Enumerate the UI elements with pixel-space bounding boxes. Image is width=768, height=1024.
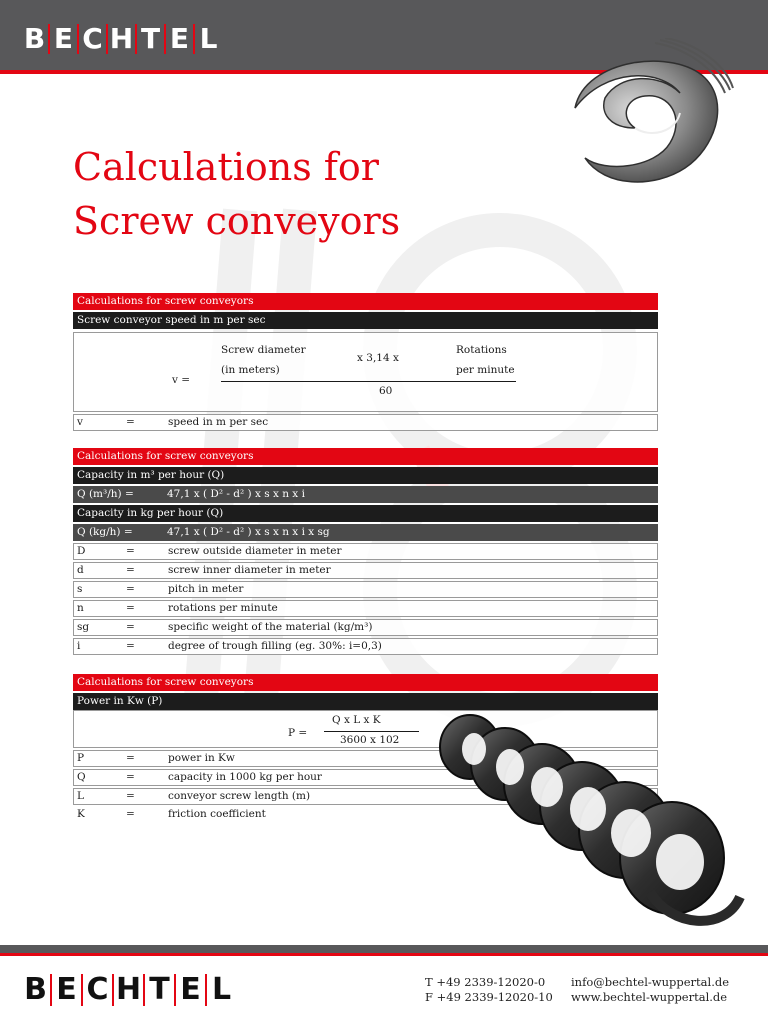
- formula-denominator: 60: [379, 385, 393, 397]
- capacity-kg-formula: [73, 524, 658, 541]
- legend-description: capacity in 1000 kg per hour: [168, 771, 322, 783]
- fraction-line: [324, 731, 419, 732]
- legend-row: [73, 600, 658, 617]
- legend-equals: =: [126, 583, 135, 595]
- legend-description: speed in m per sec: [168, 416, 269, 428]
- power-formula-numerator: Q x L x K: [332, 714, 381, 726]
- legend-symbol: P: [77, 752, 85, 764]
- legend-description: screw outside diameter in meter: [168, 545, 342, 557]
- website-link[interactable]: www.bechtel-wuppertal.de: [571, 990, 728, 1004]
- capacity-kg-title: Capacity in kg per hour (Q): [73, 505, 658, 522]
- legend-symbol: i: [77, 640, 81, 652]
- capacity-m3-title: Capacity in m³ per hour (Q): [73, 467, 658, 484]
- logo-letter: E: [180, 972, 201, 1007]
- legend-equals: =: [126, 808, 135, 820]
- contact-phone-fax: [425, 975, 553, 1005]
- logo-letter: T: [140, 22, 161, 55]
- legend-row: [73, 619, 658, 636]
- legend-symbol: n: [77, 602, 84, 614]
- legend-description: specific weight of the material (kg/m³): [168, 621, 373, 633]
- legend-row: [73, 638, 658, 655]
- fraction-line: [221, 381, 516, 382]
- logo-letter: E: [53, 22, 74, 55]
- formula-rotations-label: Rotations: [456, 344, 507, 356]
- legend-symbol: v: [77, 416, 83, 428]
- legend-equals: =: [126, 771, 135, 783]
- legend-equals: =: [126, 564, 135, 576]
- capacity-m3-formula: [73, 486, 658, 503]
- logo-letter: B: [24, 972, 47, 1007]
- legend-equals: =: [126, 621, 135, 633]
- section1-header: Calculations for screw conveyors: [73, 293, 658, 310]
- title-line-1: Calculations for: [73, 145, 379, 189]
- page-title: [73, 140, 400, 248]
- capacity-m3-rhs: 47,1 x ( D² - d² ) x s x n x i: [167, 488, 305, 500]
- legend-description: friction coefficient: [168, 808, 266, 820]
- footer-red-stripe: [0, 953, 768, 956]
- formula-lhs: v =: [172, 374, 191, 386]
- legend-equals: =: [126, 416, 135, 428]
- section3-subheader: Power in Kw (P): [73, 693, 658, 710]
- logo-letter: C: [82, 22, 103, 55]
- legend-equals: =: [126, 752, 135, 764]
- logo-letter: B: [23, 22, 46, 55]
- formula-diameter-unit: (in meters): [221, 364, 280, 376]
- legend-symbol: sg: [77, 621, 90, 633]
- bechtel-logo-header: [22, 22, 221, 55]
- email-link[interactable]: info@bechtel-wuppertal.de: [571, 975, 730, 989]
- legend-equals: =: [126, 545, 135, 557]
- capacity-kg-lhs: Q (kg/h) =: [77, 526, 133, 538]
- legend-description: rotations per minute: [168, 602, 278, 614]
- power-formula-denominator: 3600 x 102: [340, 734, 400, 746]
- legend-equals: =: [126, 790, 135, 802]
- legend-description: pitch in meter: [168, 583, 244, 595]
- logo-letter: C: [86, 972, 109, 1007]
- formula-rotations-unit: per minute: [456, 364, 515, 376]
- logo-letter: H: [115, 972, 142, 1007]
- legend-row: [73, 562, 658, 579]
- contact-web: [571, 975, 729, 1005]
- capacity-kg-rhs: 47,1 x ( D² - d² ) x s x n x i x sg: [167, 526, 330, 538]
- formula-times-pi: x 3,14 x: [357, 352, 399, 364]
- logo-letter: H: [109, 22, 134, 55]
- section2-header: Calculations for screw conveyors: [73, 448, 658, 465]
- legend-equals: =: [126, 640, 135, 652]
- legend-symbol: d: [77, 564, 84, 576]
- capacity-m3-lhs: Q (m³/h) =: [77, 488, 134, 500]
- legend-symbol: L: [77, 790, 84, 802]
- logo-letter: E: [169, 22, 190, 55]
- legend-description: degree of trough filling (eg. 30%: i=0,3): [168, 640, 382, 652]
- power-formula-lhs: P =: [288, 727, 308, 739]
- footer-bar: [0, 945, 768, 953]
- legend-symbol: Q: [77, 771, 86, 783]
- legend-symbol: s: [77, 583, 83, 595]
- section3-header: Calculations for screw conveyors: [73, 674, 658, 691]
- title-line-2: Screw conveyors: [73, 199, 401, 243]
- logo-letter: L: [199, 22, 218, 55]
- section1-subheader: Screw conveyor speed in m per sec: [73, 312, 658, 329]
- legend-row: [73, 414, 658, 431]
- legend-row: [73, 581, 658, 598]
- legend-description: conveyor screw length (m): [168, 790, 311, 802]
- logo-letter: E: [56, 972, 77, 1007]
- formula-diameter-label: Screw diameter: [221, 344, 306, 356]
- legend-row: [73, 543, 658, 560]
- legend-symbol: K: [77, 808, 85, 820]
- spiral-flight-image: [565, 38, 735, 198]
- legend-symbol: D: [77, 545, 86, 557]
- speed-formula: [73, 332, 658, 412]
- legend-equals: =: [126, 602, 135, 614]
- bechtel-logo-footer: [22, 972, 235, 1007]
- legend-description: power in Kw: [168, 752, 235, 764]
- screw-conveyor-image: [410, 712, 760, 942]
- legend-description: screw inner diameter in meter: [168, 564, 331, 576]
- phone-number: T +49 2339-12020-0: [425, 975, 546, 989]
- logo-letter: T: [149, 972, 170, 1007]
- logo-letter: L: [211, 972, 232, 1007]
- fax-number: F +49 2339-12020-10: [425, 990, 553, 1004]
